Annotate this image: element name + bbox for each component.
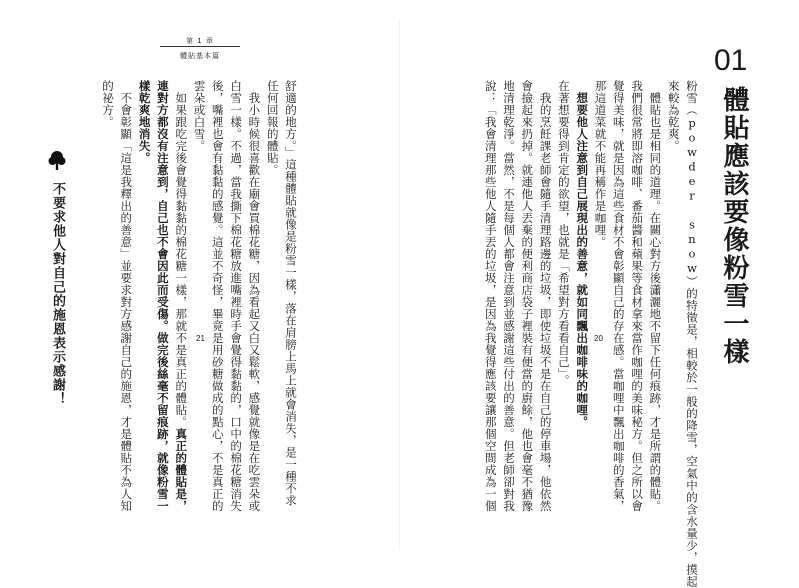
page-number-right: 20	[594, 334, 603, 343]
chapter-rule	[160, 46, 240, 47]
text-column: 我的烹飪課老師會隨手清理路邊的垃圾，即使垃圾不是在自己的停車場，他依然	[538, 80, 553, 512]
text-column: 的祕方。	[101, 80, 115, 128]
text-column: 那這道菜就不能再稱作是咖哩。	[593, 80, 608, 248]
page-number-left: 21	[196, 334, 205, 343]
text-column: 舒適的地方。」這種體貼就像是粉雪一樣，落在肩膀上馬上就會消失，是一種不求	[284, 80, 298, 507]
footnote-tip: 不要求他人對自己的施恩表示感謝！	[50, 182, 65, 406]
right-page	[400, 0, 799, 588]
text-column: 不會彰顯「這是我釋出的善意」並要求對方感謝自己的施恩，才是體貼不為人知	[119, 80, 134, 512]
text-column: 來較為乾爽。	[666, 80, 681, 152]
text-column: 體貼也是相同的道理。在關心對方後瀟灑地不留下任何痕跡，才是所謂的體貼。	[648, 80, 663, 512]
text-column: 任何回報的體貼。	[265, 80, 280, 176]
text-column: 地清理乾淨。當然，不是每個人都會注意到並感謝這些付出的善意。但老師卻對我	[502, 80, 516, 512]
chapter-subtitle: 體貼基本篇	[180, 52, 220, 60]
text-column: 雲朵或白雪。	[192, 80, 207, 152]
text-column: 白雪一樣。不過，當我撕下棉花糖放進嘴裡時手會覺得黏黏的，口中的棉花糖消失	[229, 80, 244, 512]
chapter-number: 01	[714, 44, 748, 77]
left-page	[0, 0, 399, 569]
text-column: 後，嘴裡也會有黏黏的感覺。這並不奇怪，畢竟是用砂糖做成的點心，不是真正的	[210, 80, 225, 512]
text-column: 我小時候很喜歡在廟會買棉花糖，因為看起又白又鬆軟，感覺就像是在吃雲朵或	[247, 80, 262, 512]
tree-icon	[48, 150, 66, 176]
text-column: 會撿起來扔掉。就連他人丟棄的便利商店袋子裡裝有便當的廚餘，他也會毫不猶豫	[520, 80, 535, 512]
text-column: 我們很常將即溶咖啡、番茄醬和蘋果等食材拿來當作咖哩的美味秘方。但之所以會	[630, 80, 645, 512]
section-title: 體貼應該要像粉雪一樣	[719, 86, 749, 366]
text-column: 連對方都沒有注意到，自己也不會因此而受傷。做完後絲毫不留痕跡，就像粉雪一	[155, 80, 170, 512]
chapter-label: 第 1 章	[186, 37, 214, 45]
text-column: 粉雪（powder snow）的特徵是，相較於一般的降雪，空氣中的含水量少，摸起	[685, 80, 699, 588]
text-column: 如果跟吃完後會覺得黏黏的棉花糖一樣，那就不是真正的體貼。真正的體貼是，	[174, 80, 189, 512]
text-column: 在著想要得到肯定的欲望，也就是「希望對方看看自己」。	[556, 80, 571, 387]
text-column: 樣乾爽地消失。	[137, 80, 152, 164]
text-column: 說：「我會清理那些他人隨手丟的垃圾，是因為我覺得應該要讓那個空間成為一個	[483, 80, 498, 512]
text-column: 想要他人注意到自己展現出的善意，就如同飄出咖啡味的咖哩。	[575, 80, 590, 428]
text-column: 覺得美味，就是因為這些食材不會彰顯自己的存在感。當咖哩中飄出咖啡的香氣，	[611, 80, 626, 512]
